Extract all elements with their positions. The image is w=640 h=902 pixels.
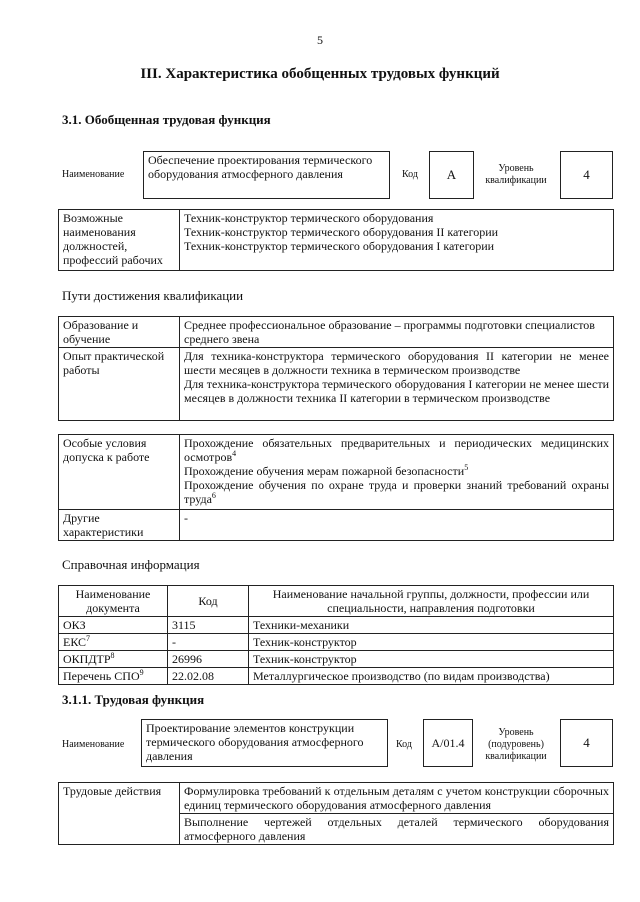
actions-table	[58, 782, 614, 845]
gtf-code-label: Код	[402, 169, 418, 180]
other-label: Другие характеристики	[59, 510, 180, 541]
edu-label: Образование и обучение	[59, 317, 180, 348]
table-row	[59, 634, 614, 651]
tf-name-value: Проектирование элементов конструкции термического оборудования атмосферного давления	[146, 721, 364, 763]
reference-table	[58, 585, 614, 685]
qualification-heading: Пути достижения квалификации	[62, 288, 244, 303]
ref-doc: ЕКС$^7$	[59, 634, 168, 651]
exp-cell	[180, 348, 614, 421]
positions-label: Возможные наименования должностей, профессий рабочих	[59, 210, 180, 271]
conditions-cell	[180, 435, 614, 510]
conditions-table	[58, 434, 614, 541]
edu-value: Среднее профессиональное образование – программы подготовки специалистов среднего звена	[180, 317, 614, 348]
ref-name: Техники-механики	[249, 617, 614, 634]
condition-item: Прохождение обязательных предварительных и периодических медицинских осмотров$^4$	[184, 436, 609, 464]
tf-code-label: Код	[396, 739, 412, 750]
ref-code: 22.02.08	[168, 668, 249, 685]
positions-cell	[180, 210, 614, 271]
col-code-header: Код	[168, 586, 249, 617]
tf-level-label: Уровень (подуровень) квалификации	[485, 727, 547, 762]
action-item: Выполнение чертежей отдельных деталей термического оборудования атмосферного давления	[180, 814, 614, 845]
position-item: Техник-конструктор термического оборудования I категории	[184, 239, 495, 253]
gtf-level-value: 4	[583, 167, 590, 182]
exp-label: Опыт практической работы	[59, 348, 180, 421]
tf-heading: 3.1.1. Трудовая функция	[62, 692, 205, 707]
other-value: -	[180, 510, 614, 541]
ref-code: 26996	[168, 651, 249, 668]
exp-item: Для техника-конструктора термического оборудования II категории не менее шести месяцев в должности техника в термическом производстве	[184, 349, 609, 377]
tf-code-box	[423, 719, 473, 767]
ref-doc: ОКПДТР$^8$	[59, 651, 168, 668]
section-title: III. Характеристика обобщенных трудовых функций	[140, 66, 500, 82]
ref-name: Техник-конструктор	[249, 651, 614, 668]
gtf-heading: 3.1. Обобщенная трудовая функция	[62, 112, 271, 127]
reference-heading: Справочная информация	[62, 557, 200, 572]
gtf-name-box	[143, 151, 390, 199]
gtf-code-value: А	[446, 167, 457, 182]
table-row	[59, 651, 614, 668]
conditions-label: Особые условия допуска к работе	[59, 435, 180, 510]
gtf-code-box	[429, 151, 474, 199]
ref-name: Металлургическое производство (по видам производства)	[249, 668, 614, 685]
qualification-table	[58, 316, 614, 421]
col-doc-header: Наименование документа	[59, 586, 168, 617]
ref-name: Техник-конструктор	[249, 634, 614, 651]
tf-name-label: Наименование	[62, 739, 125, 750]
page-number: 5	[317, 33, 323, 47]
ref-doc: ОКЗ	[59, 617, 168, 634]
gtf-level-box	[560, 151, 613, 199]
table-row	[59, 617, 614, 634]
ref-code: -	[168, 634, 249, 651]
action-item: Формулировка требований к отдельным деталям с учетом конструкции сборочных единиц термического оборудования атмосферного давления	[180, 783, 614, 814]
ref-code: 3115	[168, 617, 249, 634]
tf-name-box	[141, 719, 388, 767]
col-name-header: Наименование начальной группы, должности, профессии или специальности, направления подготовки	[249, 586, 614, 617]
position-item: Техник-конструктор термического оборудования	[184, 211, 434, 225]
condition-item: Прохождение обучения по охране труда и проверки знаний требований охраны труда$^6$	[184, 478, 609, 506]
condition-item: Прохождение обучения мерам пожарной безопасности$^5$	[184, 463, 469, 478]
exp-item: Для техника-конструктора термического оборудования I категории не менее шести месяцев в должности техника II категории в термическом производстве	[184, 377, 609, 405]
gtf-name-value: Обеспечение проектирования термического оборудования атмосферного давления	[148, 153, 373, 181]
tf-code-value: А/01.4	[431, 735, 465, 750]
tf-level-box	[560, 719, 613, 767]
tf-level-value: 4	[583, 735, 590, 750]
actions-label: Трудовые действия	[59, 783, 180, 845]
gtf-level-label: Уровень квалификации	[485, 163, 547, 186]
position-item: Техник-конструктор термического оборудования II категории	[184, 225, 499, 239]
positions-table	[58, 209, 614, 271]
table-row	[59, 668, 614, 685]
ref-doc: Перечень СПО$^9$	[59, 668, 168, 685]
gtf-name-label: Наименование	[62, 169, 125, 180]
